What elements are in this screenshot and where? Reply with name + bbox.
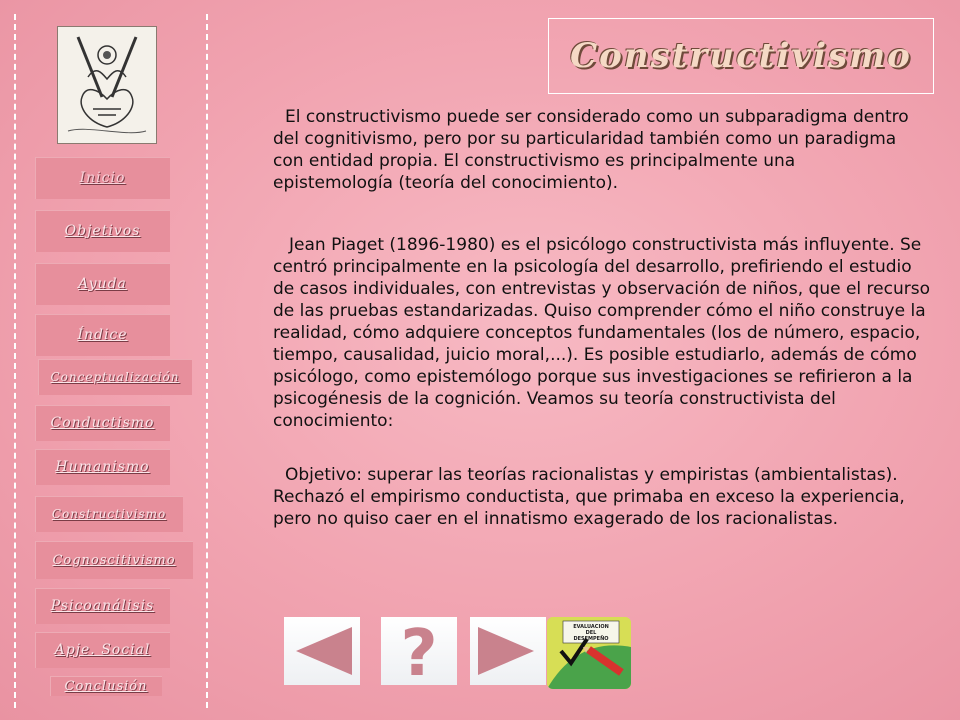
nav-conductismo-button[interactable]: Conductismo bbox=[35, 405, 170, 441]
badge-text-line2: DEL bbox=[585, 630, 597, 636]
paragraph-objetivo: Objetivo: superar las teorías racionalistas y empiristas (ambientalistas). Rechazó el empirismo conductista, que primaba en exceso la experiencia, pero no quiso caer en el innatismo exagerado de los racionalistas. bbox=[273, 465, 905, 529]
badge-text-line1: EVALUACION bbox=[573, 624, 609, 630]
paragraph-piaget: Jean Piaget (1896-1980) es el psicólogo constructivista más influyente. Se centró principalmente en la psicología del desarrollo, prefiriendo el estudio de casos individuales, con entrevistas y observación de niños, que el recurso de las pruebas estandarizadas. Quiso comprender cómo el niño construye la realidad, cómo adquiere conceptos fundamentales (los de número, espacio, tiempo, causalidad, juicio moral,...). Es posible estudiarlo, además de cómo psicólogo, como epistemólogo porque sus investigaciones se refirieron a la psicogénesis de la cognición. Veamos su teoría constructivista del conocimiento: bbox=[273, 235, 930, 431]
nav-humanismo-button[interactable]: Humanismo bbox=[35, 449, 170, 485]
help-button[interactable] bbox=[381, 617, 457, 685]
nav-psicoanalisis-button[interactable]: Psicoanálisis bbox=[35, 588, 170, 624]
badge-text-line3: DESEMPEÑO bbox=[573, 636, 609, 642]
previous-button[interactable] bbox=[284, 617, 360, 685]
evaluation-badge-graphic bbox=[547, 617, 631, 689]
triangle-left-icon bbox=[284, 617, 360, 685]
svg-text:?: ? bbox=[400, 617, 438, 685]
nav-constructivismo-button[interactable]: Constructivismo bbox=[35, 496, 183, 532]
nav-conceptualizacion-button[interactable]: Conceptualización bbox=[38, 359, 192, 395]
question-mark-icon bbox=[381, 617, 457, 685]
evaluation-badge[interactable] bbox=[547, 617, 631, 689]
crest-illustration bbox=[58, 27, 156, 143]
paragraph-intro: El constructivismo puede ser considerado como un subparadigma dentro del cognitivismo, pero por su particularidad también como un paradigma con entidad propia. El constructivismo es principalmente una epistemología (teoría del conocimiento). bbox=[273, 107, 909, 193]
page-title: Constructivismo bbox=[570, 36, 912, 76]
nav-ayuda-button[interactable]: Ayuda bbox=[35, 263, 170, 305]
nav-conclusion-button[interactable]: Conclusión bbox=[50, 676, 162, 696]
nav-cognoscitivismo-button[interactable]: Cognoscitivismo bbox=[35, 541, 193, 579]
next-button[interactable] bbox=[470, 617, 546, 685]
triangle-right-icon bbox=[470, 617, 546, 685]
nav-objetivos-button[interactable]: Objetivos bbox=[35, 210, 170, 252]
nav-inicio-button[interactable]: Inicio bbox=[35, 157, 170, 199]
nav-apje-social-button[interactable]: Apje. Social bbox=[35, 632, 170, 668]
nav-indice-button[interactable]: Índice bbox=[35, 314, 170, 356]
title-frame bbox=[548, 18, 934, 94]
crest-logo bbox=[57, 26, 157, 144]
